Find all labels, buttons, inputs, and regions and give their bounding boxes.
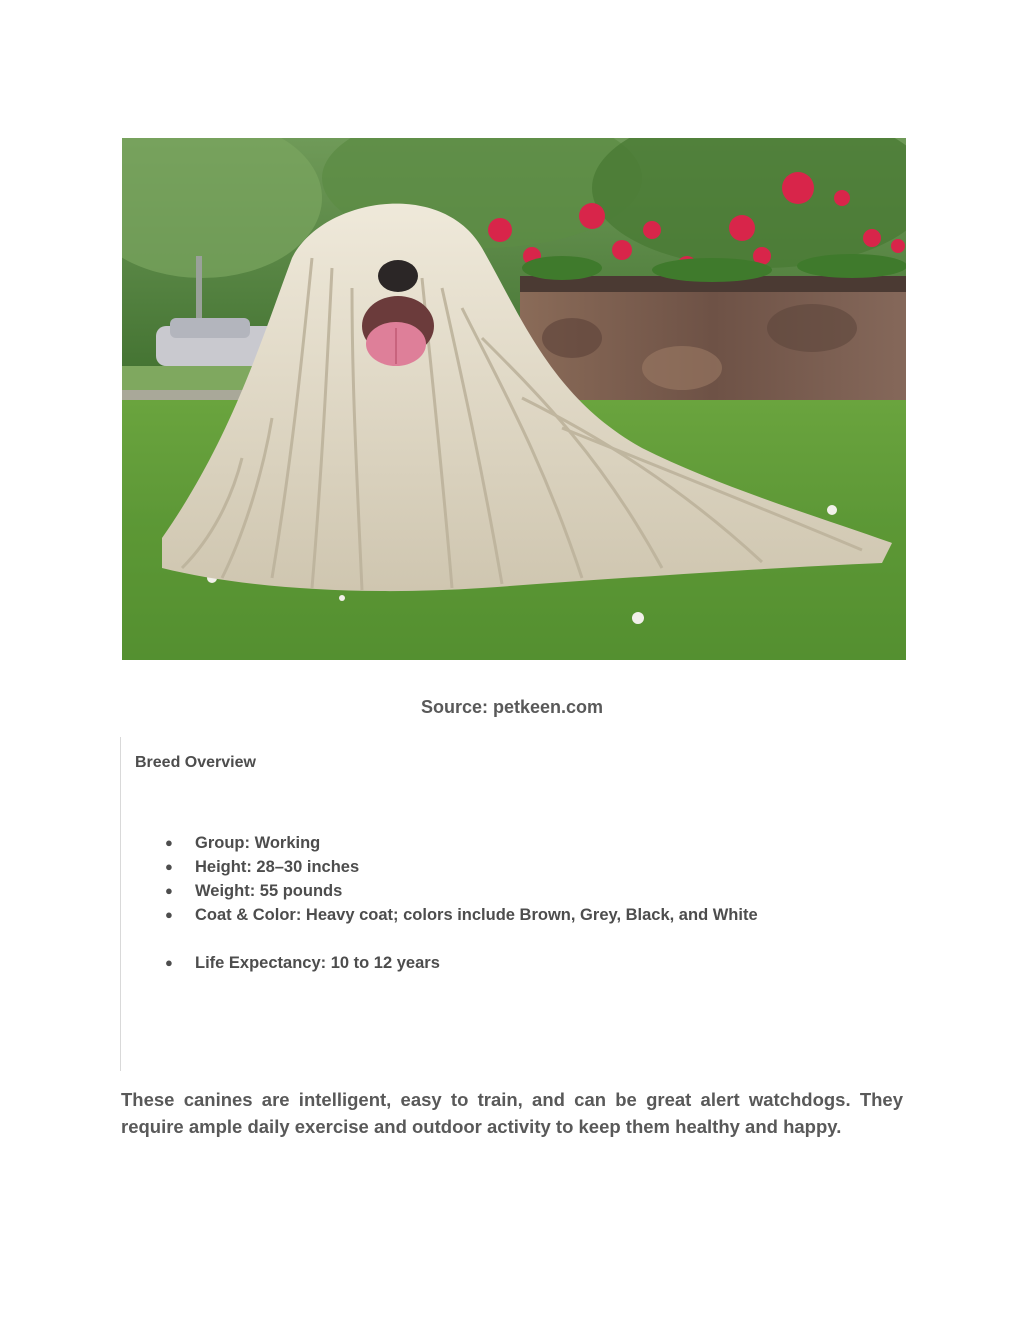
bullet-icon: ● bbox=[165, 907, 173, 922]
fact-label: Life Expectancy: 10 to 12 years bbox=[195, 954, 440, 972]
bullet-icon: ● bbox=[165, 859, 173, 874]
dog-photo bbox=[122, 138, 906, 660]
fact-coat-color bbox=[165, 903, 758, 927]
fact-group bbox=[165, 831, 758, 855]
fact-label: Height: 28–30 inches bbox=[195, 858, 360, 876]
bullet-icon: ● bbox=[165, 835, 173, 850]
fact-label: Group: Working bbox=[195, 834, 321, 852]
bullet-icon: ● bbox=[165, 883, 173, 898]
fact-weight bbox=[165, 879, 758, 903]
bullet-icon: ● bbox=[165, 955, 173, 970]
breed-overview-panel bbox=[120, 737, 911, 1071]
breed-description-paragraph: These canines are intelligent, easy to train, and can be great alert watchdogs. They require ample daily exercise and outdoor activity to keep them healthy and happy. bbox=[121, 1089, 903, 1137]
image-source-caption: Source: petkeen.com bbox=[420, 697, 604, 717]
fact-life-expectancy bbox=[165, 951, 758, 975]
breed-overview-title: Breed Overview bbox=[135, 754, 256, 771]
fact-label: Weight: 55 pounds bbox=[195, 882, 343, 900]
breed-facts-list bbox=[165, 831, 758, 975]
fact-height bbox=[165, 855, 758, 879]
fact-label: Coat & Color: Heavy coat; colors include Brown, Grey, Black, and White bbox=[195, 906, 758, 924]
